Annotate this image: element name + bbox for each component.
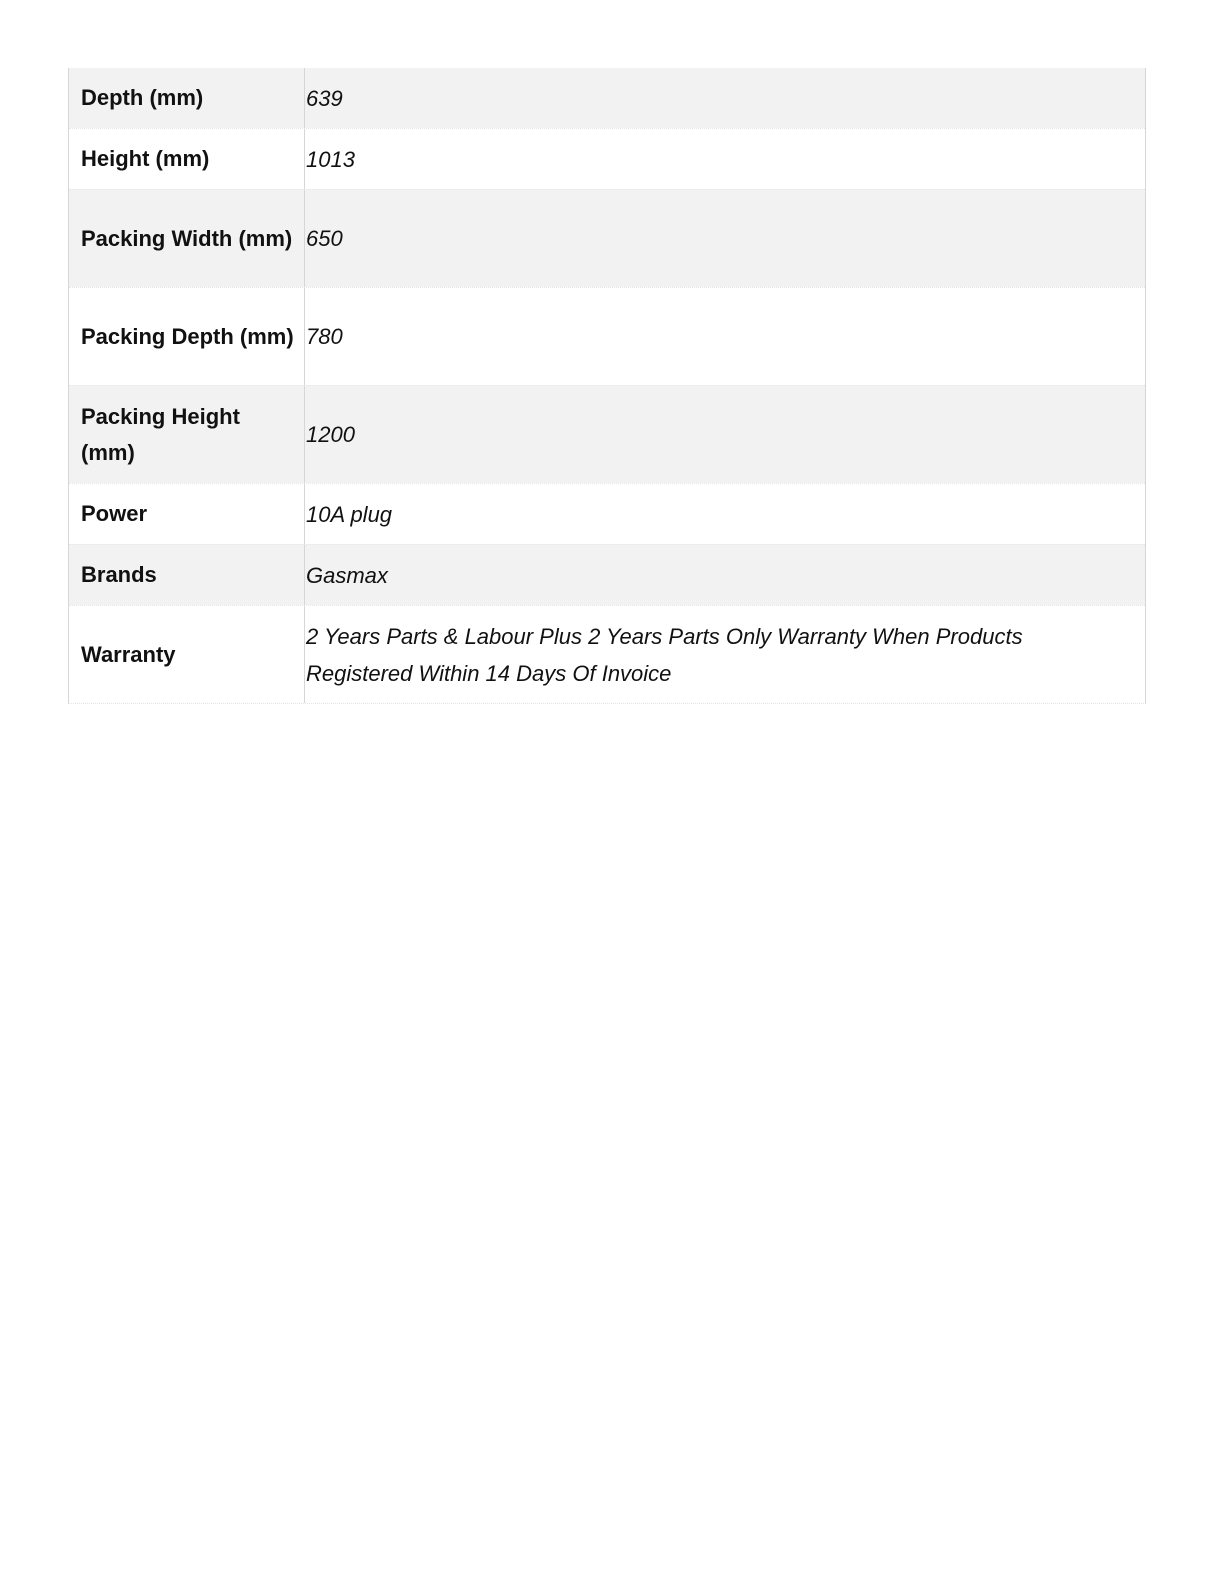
spec-value: 639 bbox=[306, 85, 343, 111]
table-row bbox=[69, 483, 1145, 544]
spec-value: 1200 bbox=[306, 422, 355, 447]
spec-label: Height (mm) bbox=[69, 129, 305, 189]
spec-label: Power bbox=[69, 484, 305, 544]
spec-label: Depth (mm) bbox=[69, 68, 305, 128]
table-row bbox=[69, 287, 1145, 385]
spec-label: Packing Depth (mm) bbox=[69, 288, 305, 385]
spec-value: 780 bbox=[306, 324, 343, 349]
spec-value: Gasmax bbox=[306, 562, 388, 588]
spec-label: Brands bbox=[69, 545, 305, 605]
spec-label: Warranty bbox=[69, 606, 305, 703]
table-row bbox=[69, 189, 1145, 287]
table-row bbox=[69, 68, 1145, 128]
spec-value: 1013 bbox=[306, 146, 355, 172]
spec-value: 650 bbox=[306, 226, 343, 251]
table-row bbox=[69, 385, 1145, 483]
table-row bbox=[69, 605, 1145, 703]
spec-value: 2 Years Parts & Labour Plus 2 Years Parts Only Warranty When Products Registered Within 14 Days Of Invoice bbox=[306, 623, 1023, 686]
table-row bbox=[69, 128, 1145, 189]
table-row bbox=[69, 544, 1145, 605]
spec-label: Packing Width (mm) bbox=[69, 190, 305, 287]
specifications-table bbox=[68, 68, 1146, 704]
spec-value: 10A plug bbox=[306, 501, 393, 527]
spec-label: Packing Height (mm) bbox=[69, 386, 305, 483]
